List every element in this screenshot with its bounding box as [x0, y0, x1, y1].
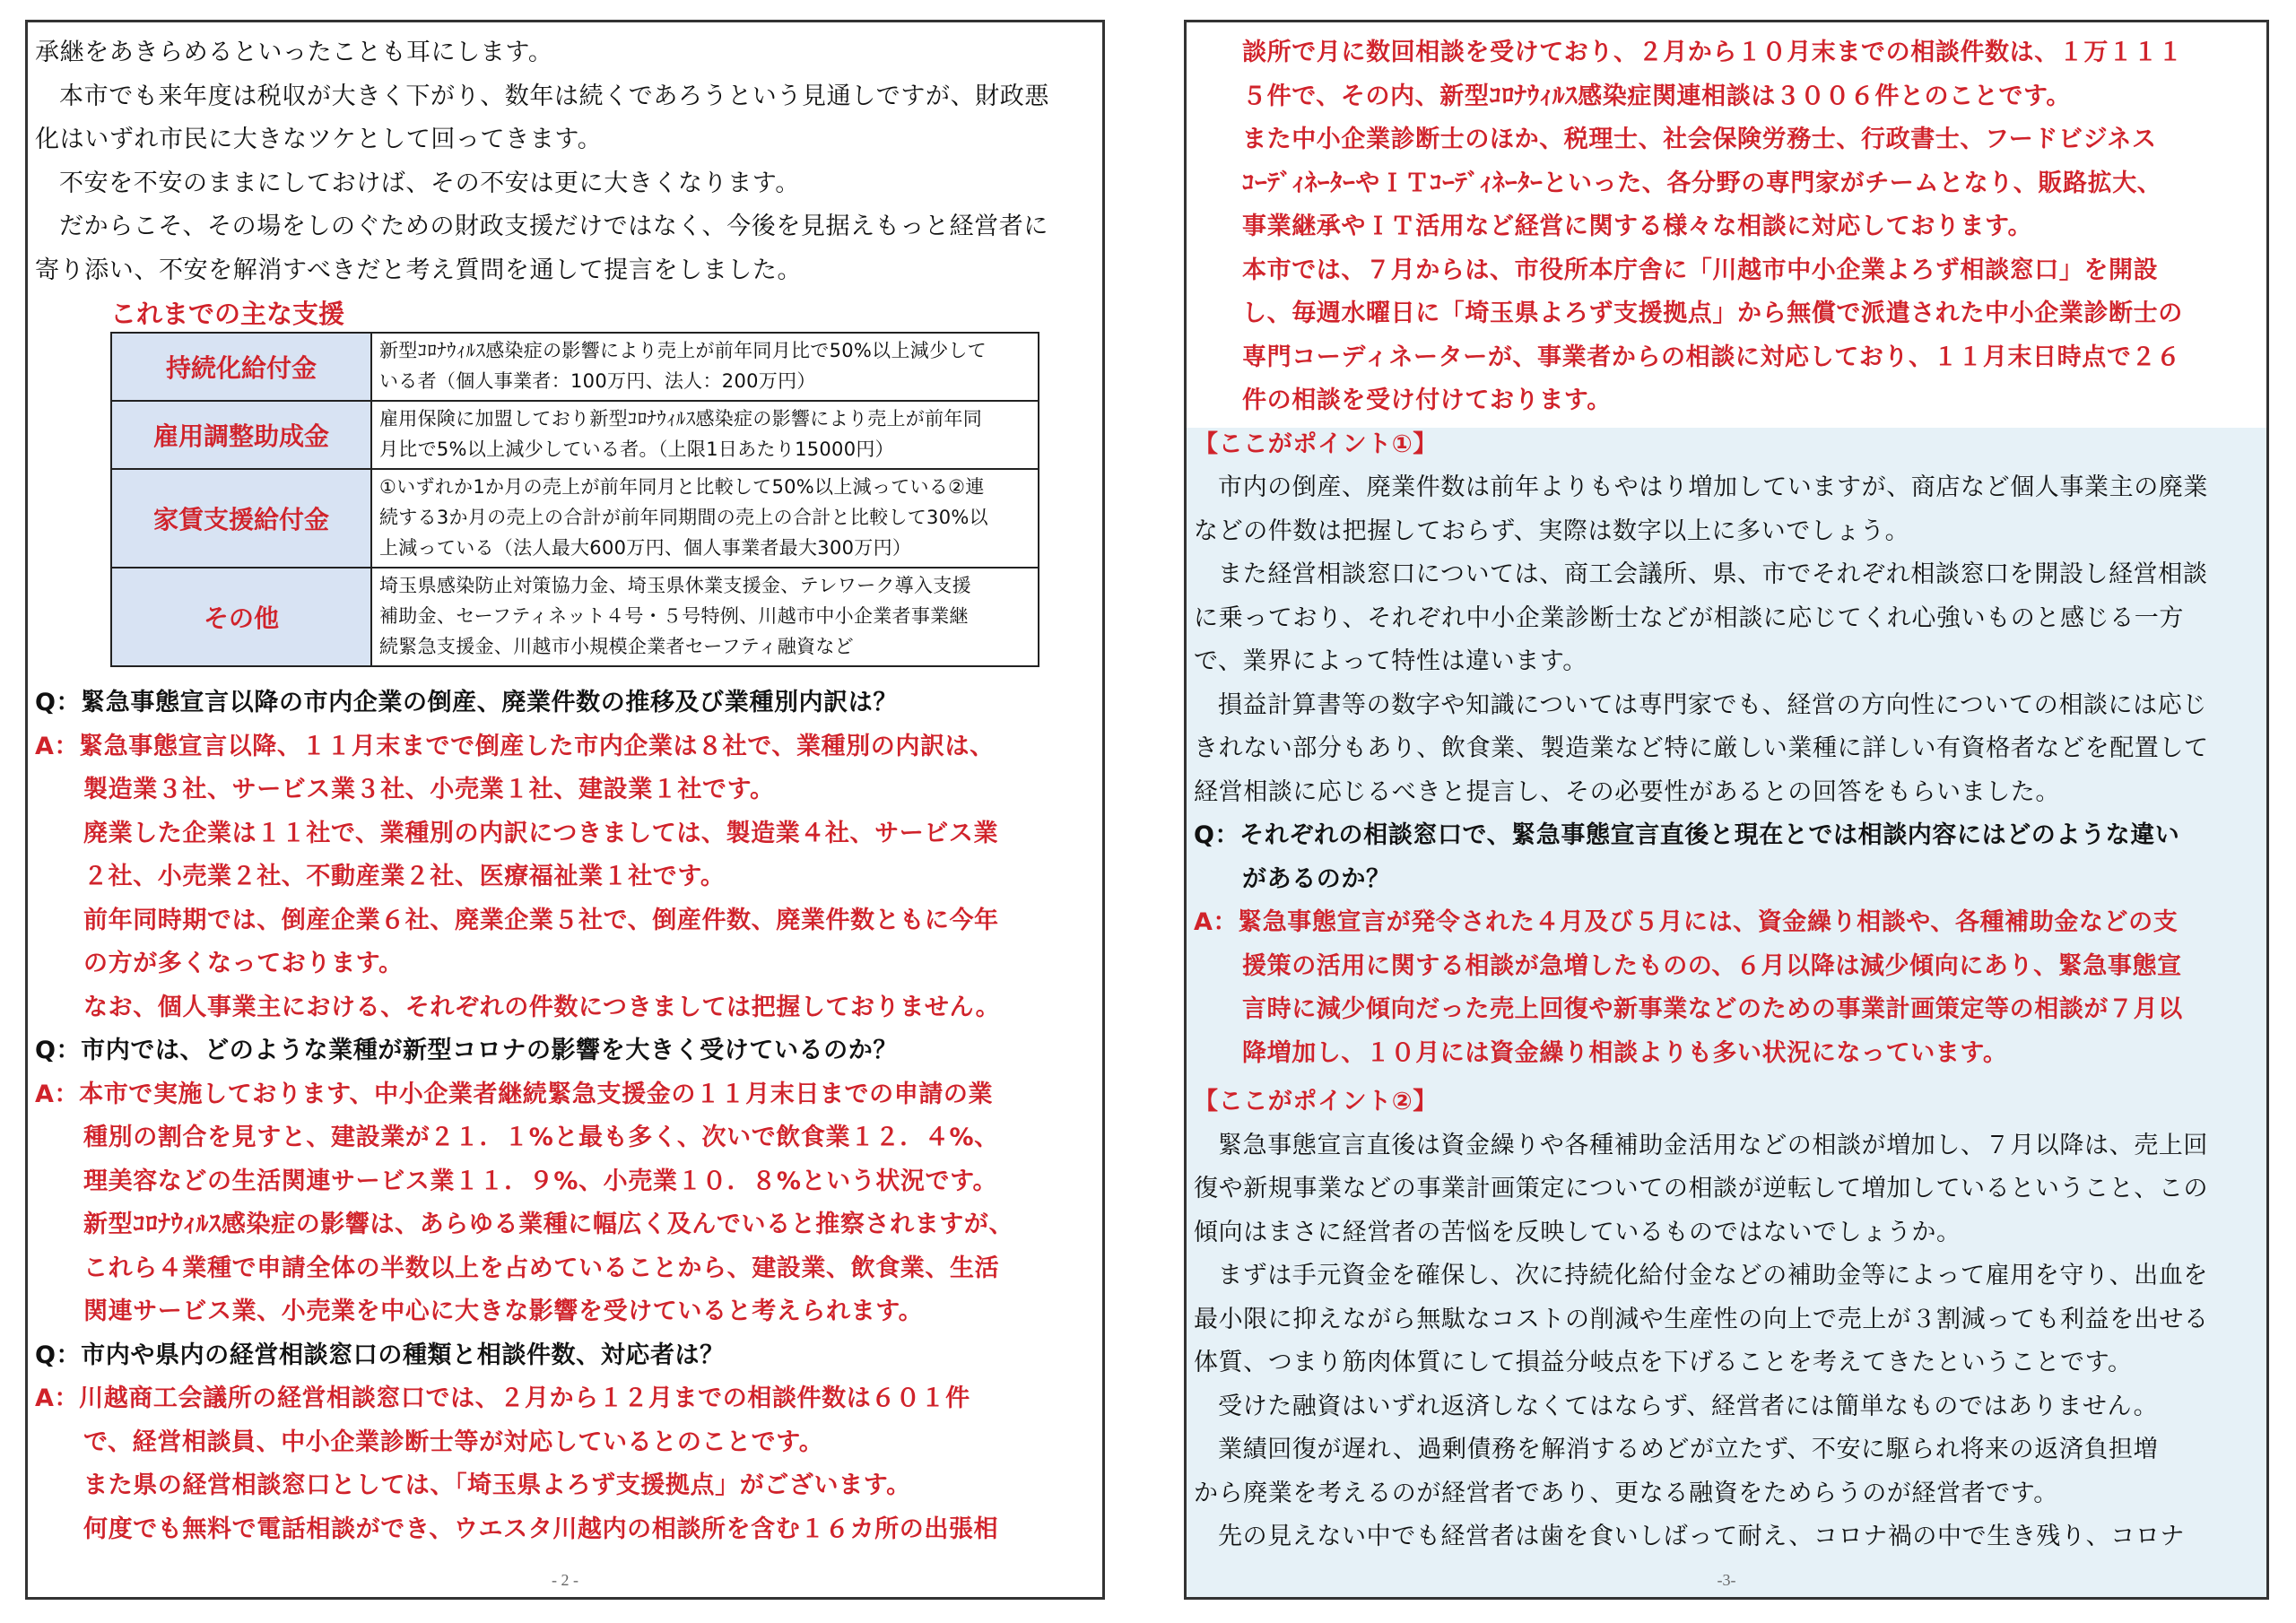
support-label: 持続化給付金 — [111, 333, 371, 401]
support-label: 雇用調整助成金 — [111, 401, 371, 469]
desc-line: いる者（個人事業者：100万円、法人：200万円） — [379, 370, 816, 392]
left-qa-section — [35, 681, 1097, 1551]
answer-line: 事業継承やＩＴ活用など経営に関する様々な相談に対応しております。 — [1242, 213, 2033, 240]
support-desc — [371, 401, 1039, 469]
point1-line: きれない部分もあり、飲食業、製造業など特に厳しい業種に詳しい有資格者などを配置して — [1194, 734, 2209, 762]
support-table-title: これまでの主な支援 — [110, 299, 345, 329]
point2-line: から廃業を考えるのが経営者であり、更なる融資をためらうのが経営者です。 — [1194, 1479, 2058, 1507]
point1-line: に乗っており、それぞれ中小企業診断士などが相談に応じてくれ心強いものと感じる一方 — [1194, 603, 2184, 632]
answer-line: ５件で、その内、新型ｺﾛﾅｳｨﾙｽ感染症関連相談は３００６件とのことです。 — [1242, 82, 2071, 110]
right-qa-section — [1194, 814, 2261, 1075]
intro-line: だからこそ、その場をしのぐための財政支援だけではなく、今後を見据えもっと経営者に — [59, 213, 1048, 240]
support-label: その他 — [111, 568, 371, 666]
point2-heading: 【ここがポイント②】 — [1194, 1088, 1438, 1115]
table-row — [111, 469, 1039, 568]
answer-line: 専門コーディネーターが、事業者からの相談に対応しており、１１月末日時点で２６ — [1242, 343, 2181, 371]
answer-line: 談所で月に数回相談を受けており、２月から１０月末までの相談件数は、１万１１１ — [1242, 39, 2183, 66]
support-desc — [371, 568, 1039, 666]
support-label: 家賃支援給付金 — [111, 469, 371, 568]
page-number: -3- — [1717, 1571, 1736, 1589]
answer-line: 本市では、７月からは、市役所本庁舎に「川越市中小企業よろず相談窓口」を開設 — [1242, 256, 2159, 284]
page-left — [25, 20, 1105, 1600]
question-line: があるのか？ — [1242, 864, 1391, 893]
page-number: - 2 - — [552, 1571, 578, 1589]
answer-line: 言時に減少傾向だった売上回復や新事業などのための事業計画策定等の相談が７月以 — [1242, 995, 2183, 1023]
point2-line: 業績回復が遅れ、過剰債務を解消するめどが立たず、不安に駆られ将来の返済負担増 — [1218, 1436, 2159, 1463]
table-row — [111, 568, 1039, 666]
left-content — [35, 31, 1097, 1551]
answer-line: A：川越商工会議所の経営相談窓口では、２月から１２月までの相談件数は６０１件 — [35, 1384, 970, 1412]
desc-line: 埼玉県感染防止対策協力金、埼玉県休業支援金、テレワーク導入支援 — [379, 575, 971, 596]
question-line: Q：市内では、どのような業種が新型コロナの影響を大きく受けているのか？ — [35, 1037, 898, 1064]
right-top-answer — [1194, 31, 2261, 423]
point1-heading: 【ここがポイント①】 — [1194, 430, 1438, 458]
point1-body — [1194, 466, 2261, 814]
answer-line: 製造業３社、サービス業３社、小売業１社、建設業１社です。 — [83, 776, 775, 803]
point2-line: 復や新規事業などの事業計画策定についての相談が逆転して増加しているということ、この — [1194, 1175, 2209, 1202]
desc-line: 補助金、セーフティネット４号・５号特例、川越市中小企業者事業継 — [379, 605, 969, 627]
point1-line: 損益計算書等の数字や知識については専門家でも、経営の方向性についての相談には応じ — [1218, 690, 2207, 719]
point2-line: 体質、つまり筋肉体質にして損益分岐点を下げることを考えてきたということです。 — [1194, 1349, 2133, 1376]
intro-line: 化はいずれ市民に大きなツケとして回ってきます。 — [35, 126, 603, 153]
answer-line: A：本市で実施しております、中小企業者継続緊急支援金の１１月末日までの申請の業 — [35, 1080, 994, 1108]
answer-line: 種別の割合を見すと、建設業が２１．１%と最も多く、次いで飲食業１２．４%、 — [83, 1124, 999, 1151]
intro-line: 不安を不安のままにしておけば、その不安は更に大きくなります。 — [59, 169, 800, 197]
right-content — [1194, 31, 2261, 1559]
answer-line: の方が多くなっております。 — [83, 950, 404, 977]
answer-line: また中小企業診断士のほか、税理士、社会保険労務士、行政書士、フードビジネス — [1242, 126, 2157, 153]
point2-line: 受けた融資はいずれ返済しなくてはならず、経営者には簡単なものではありません。 — [1218, 1392, 2159, 1420]
point2-body — [1194, 1124, 2261, 1559]
point1-line: などの件数は把握しておらず、実際は数字以上に多いでしょう。 — [1194, 516, 1910, 545]
desc-line: 続緊急支援金、川越市小規模企業者セーフティ融資など — [379, 636, 854, 657]
answer-line: 何度でも無料で電話相談ができ、ウエスタ川越内の相談所を含む１６カ所の出張相 — [83, 1515, 999, 1543]
answer-line: A：緊急事態宣言が発令された４月及び５月には、資金繰り相談や、各種補助金などの支 — [1194, 908, 2179, 936]
desc-line: 上減っている（法人最大600万円、個人事業者最大300万円） — [379, 537, 912, 559]
table-row — [111, 333, 1039, 401]
point1-line: また経営相談窓口については、商工会議所、県、市でそれぞれ相談窓口を開設し経営相談 — [1218, 560, 2208, 588]
answer-line: 前年同時期では、倒産企業６社、廃業企業５社で、倒産件数、廃業件数ともに今年 — [83, 906, 999, 934]
table-row — [111, 401, 1039, 469]
intro-line: 寄り添い、不安を解消すべきだと考え質問を通して提言をしました。 — [35, 256, 803, 284]
question-line: Q：緊急事態宣言以降の市内企業の倒産、廃業件数の推移及び業種別内訳は？ — [35, 689, 898, 716]
question-line: Q：それぞれの相談窓口で、緊急事態宣言直後と現在とでは相談内容にはどのような違い — [1194, 821, 2180, 849]
desc-line: ①いずれか1か月の売上が前年同月と比較して50%以上減っている②連 — [379, 476, 985, 498]
support-desc — [371, 333, 1039, 401]
desc-line: 雇用保険に加盟しており新型ｺﾛﾅｳｨﾙｽ感染症の影響により売上が前年同 — [379, 408, 982, 430]
point2-line: 先の見えない中でも経営者は歯を食いしばって耐え、コロナ禍の中で生き残り、コロナ — [1218, 1523, 2186, 1550]
answer-line: なお、個人事業主における、それぞれの件数につきましては把握しておりません。 — [83, 993, 1001, 1021]
point2-line: 最小限に抑えながら無駄なコストの削減や生産性の向上で売上が３割減っても利益を出せる — [1194, 1305, 2209, 1333]
answer-line: A：緊急事態宣言以降、１１月末までで倒産した市内企業は８社で、業種別の内訳は、 — [35, 732, 995, 760]
point2-line: 緊急事態宣言直後は資金繰りや各種補助金活用などの相談が増加し、７月以降は、売上回 — [1218, 1131, 2208, 1159]
desc-line: 月比で5%以上減少している者。（上限1日あたり15000円） — [379, 438, 894, 460]
support-desc — [371, 469, 1039, 568]
point1-line: 経営相談に応じるべきと提言し、その必要性があるとの回答をもらいました。 — [1194, 777, 2060, 806]
point1-line: で、業界によって特性は違います。 — [1194, 647, 1587, 675]
answer-line: 廃業した企業は１１社で、業種別の内訳につきましては、製造業４社、サービス業 — [83, 819, 999, 847]
answer-line: 理美容などの生活関連サービス業１１．９%、小売業１０．８%という状況です。 — [83, 1167, 998, 1195]
answer-line: 降増加し、１０月には資金繰り相談よりも多い状況になっています。 — [1242, 1038, 2008, 1067]
intro-line: 本市でも来年度は税収が大きく下がり、数年は続くであろうという見通しですが、財政悪 — [59, 82, 1049, 110]
intro-line: 承継をあきらめるといったことも耳にします。 — [35, 39, 553, 66]
point1-line: 市内の倒産、廃業件数は前年よりもやはり増加していますが、商店など個人事業主の廃業 — [1218, 473, 2208, 501]
page-right — [1184, 20, 2269, 1600]
desc-line: 続する3か月の売上の合計が前年同期間の売上の合計と比較して30%以 — [379, 507, 988, 528]
answer-line: 件の相談を受け付けております。 — [1242, 386, 1612, 414]
point2-line: まずは手元資金を確保し、次に持続化給付金などの補助金等によって雇用を守り、出血を — [1218, 1262, 2208, 1289]
answer-line: で、経営相談員、中小企業診断士等が対応しているとのことです。 — [83, 1428, 824, 1456]
answer-line: また県の経営相談窓口としては、「埼玉県よろず支援拠点」がございます。 — [83, 1471, 911, 1499]
answer-line: し、毎週水曜日に「埼玉県よろず支援拠点」から無償で派遣された中小企業診断士の — [1242, 299, 2183, 327]
point2-line: 傾向はまさに経営者の苦悩を反映しているものではないでしょうか。 — [1194, 1218, 1961, 1246]
desc-line: 新型ｺﾛﾅｳｨﾙｽ感染症の影響により売上が前年同月比で50%以上減少して — [379, 340, 987, 361]
support-table — [110, 332, 1039, 667]
question-line: Q：市内や県内の経営相談窓口の種類と相談件数、対応者は？ — [35, 1341, 725, 1369]
answer-line: 新型ｺﾛﾅｳｨﾙｽ感染症の影響は、あらゆる業種に幅広く及んでいると推察されますが、 — [83, 1211, 1014, 1238]
answer-line: 援策の活用に関する相談が急増したものの、６月以降は減少傾向にあり、緊急事態宣 — [1242, 951, 2182, 980]
answer-line: これら４業種で申請全体の半数以上を占めていることから、建設業、飲食業、生活 — [83, 1254, 1000, 1282]
answer-line: 関連サービス業、小売業を中心に大きな影響を受けていると考えられます。 — [83, 1298, 924, 1325]
answer-line: ｺｰﾃﾞｨﾈｰﾀｰやＩＴｺｰﾃﾞｨﾈｰﾀｰといった、各分野の専門家がチームとなり、販路拡大、 — [1242, 169, 2162, 197]
answer-line: ２社、小売業２社、不動産業２社、医療福祉業１社です。 — [83, 863, 726, 890]
